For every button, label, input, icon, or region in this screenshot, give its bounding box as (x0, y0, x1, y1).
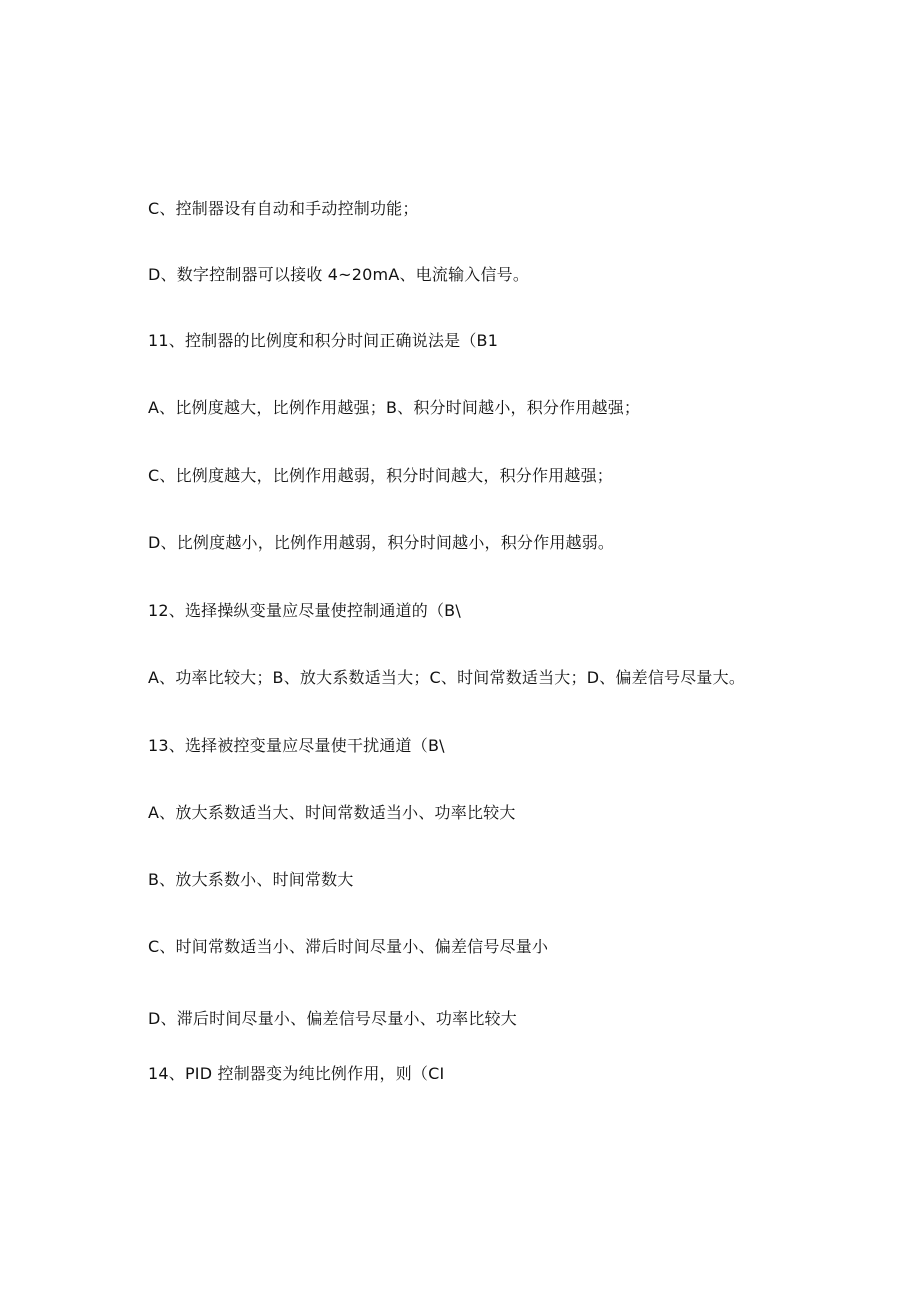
q13-option-c: C、时间常数适当小、滞后时间尽量小、偏差信号尽量小 (148, 937, 549, 956)
option-d-line: D、数字控制器可以接收 4~20mA、电流输入信号。 (148, 265, 530, 284)
question-11: 11、控制器的比例度和积分时间正确说法是（B1 (148, 331, 499, 350)
question-13: 13、选择被控变量应尽量使干扰通道（B\ (148, 736, 445, 755)
q11-option-d: D、比例度越小，比例作用越弱，积分时间越小，积分作用越弱。 (148, 533, 615, 552)
q11-option-c: C、比例度越大，比例作用越弱，积分时间越大，积分作用越强； (148, 466, 613, 485)
q12-options: A、功率比较大；B、放大系数适当大；C、时间常数适当大；D、偏差信号尽量大。 (148, 668, 746, 687)
q13-option-b: B、放大系数小、时间常数大 (148, 870, 354, 889)
q11-option-ab: A、比例度越大，比例作用越强；B、积分时间越小，积分作用越强； (148, 398, 641, 417)
option-c-line: C、控制器设有自动和手动控制功能； (148, 199, 419, 218)
question-12: 12、选择操纵变量应尽量使控制通道的（B\ (148, 601, 461, 620)
q13-option-d: D、滞后时间尽量小、偏差信号尽量小、功率比较大 (148, 1009, 517, 1028)
q13-option-a: A、放大系数适当大、时间常数适当小、功率比较大 (148, 803, 516, 822)
question-14: 14、PID 控制器变为纯比例作用，则（CI (148, 1064, 445, 1083)
